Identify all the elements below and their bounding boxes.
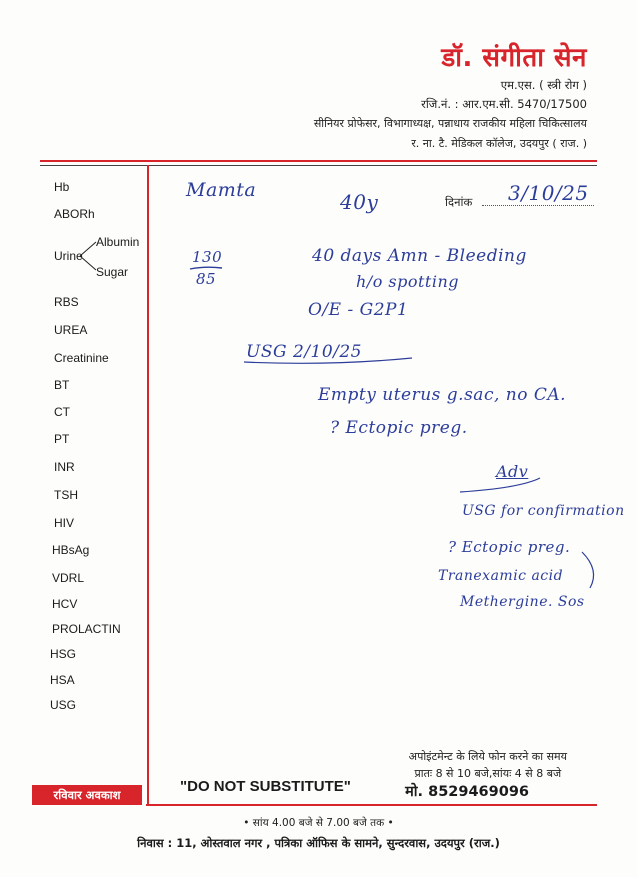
test-albumin: Albumin: [96, 235, 140, 249]
test-hb: Hb: [54, 180, 70, 194]
do-not-substitute: "DO NOT SUBSTITUTE": [180, 778, 351, 795]
test-inr: INR: [54, 460, 75, 474]
registration-number: रजि.नं. : आर.एम.सी. 5470/17500: [421, 97, 587, 111]
clinic-timing: • सांय 4.00 बजे से 7.00 बजे तक •: [243, 817, 394, 829]
history-line-2: h/o spotting: [356, 272, 460, 291]
bp-systolic: 130: [192, 248, 223, 266]
test-hsg: HSG: [50, 647, 77, 661]
institution: र. ना. टै. मेडिकल कॉलेज, उदयपुर ( राज. ): [411, 137, 587, 150]
test-bt: BT: [54, 378, 70, 392]
examination-line: O/E - G2P1: [308, 300, 409, 320]
test-vdrl: VDRL: [52, 571, 85, 585]
advice-line-2: ? Ectopic preg.: [448, 538, 571, 556]
test-pt: PT: [54, 432, 70, 446]
test-usg: USG: [50, 698, 77, 712]
holiday-badge: रविवार अवकाश: [32, 785, 142, 805]
test-prolactin: PROLACTIN: [52, 622, 121, 636]
appointment-line-1: अपोइंटमेन्ट के लिये फोन करने का समय: [408, 750, 567, 763]
header-divider-thin: [40, 165, 597, 166]
test-hcv: HCV: [52, 597, 78, 611]
date-value: 3/10/25: [508, 181, 589, 205]
mobile-number: मो. 8529469096: [405, 784, 529, 800]
test-urine: Urine: [54, 249, 83, 263]
test-creatinine: Creatinine: [54, 351, 109, 365]
date-label: दिनांक: [445, 195, 473, 209]
column-divider: [147, 165, 149, 805]
footer-divider: [146, 804, 597, 806]
test-urea: UREA: [54, 323, 88, 337]
appointment-line-2: प्रातः 8 से 10 बजे,सांयः 4 से 8 बजे: [414, 767, 562, 780]
test-sugar: Sugar: [96, 265, 129, 279]
patient-name: Mamta: [186, 179, 257, 201]
advice-brace: [582, 552, 594, 588]
usg-finding-2: ? Ectopic preg.: [330, 418, 468, 438]
urine-bracket: [78, 238, 100, 274]
test-rbs: RBS: [54, 295, 79, 309]
test-ct: CT: [54, 405, 70, 419]
appointment-info: [409, 748, 567, 782]
bp-diastolic: 85: [196, 270, 217, 288]
doctor-name: डॉ. संगीता सेन: [441, 43, 587, 73]
test-hbsag: HBsAg: [52, 543, 90, 557]
test-hiv: HIV: [54, 516, 75, 530]
residence-address: निवास : 11, ओस्तवाल नगर , पत्रिका ऑफिस के सामने, सुन्दरवास, उदयपुर (राज.): [137, 836, 500, 850]
usg-date: USG 2/10/25: [246, 342, 362, 362]
test-aborh: ABORh: [54, 207, 95, 221]
header-divider: [40, 160, 597, 162]
designation: सीनियर प्रोफेसर, विभागाध्यक्ष, पन्नाधाय राजकीय महिला चिकित्सालय: [313, 117, 587, 130]
qualification: एम.एस. ( स्त्री रोग ): [500, 78, 587, 92]
history-line-1: 40 days Amn - Bleeding: [312, 246, 527, 266]
bp-fraction-line: [190, 267, 222, 269]
usg-finding-1: Empty uterus g.sac, no CA.: [318, 385, 567, 405]
advice-line-3: Tranexamic acid: [438, 568, 564, 584]
test-hsa: HSA: [50, 673, 75, 687]
advice-line-1: USG for confirmation: [462, 503, 625, 519]
test-tsh: TSH: [54, 488, 78, 502]
date-dotted-line: [482, 205, 594, 206]
advice-heading: Adv: [496, 462, 529, 481]
patient-age: 40y: [340, 190, 379, 214]
advice-line-4: Methergine. Sos: [460, 594, 585, 610]
